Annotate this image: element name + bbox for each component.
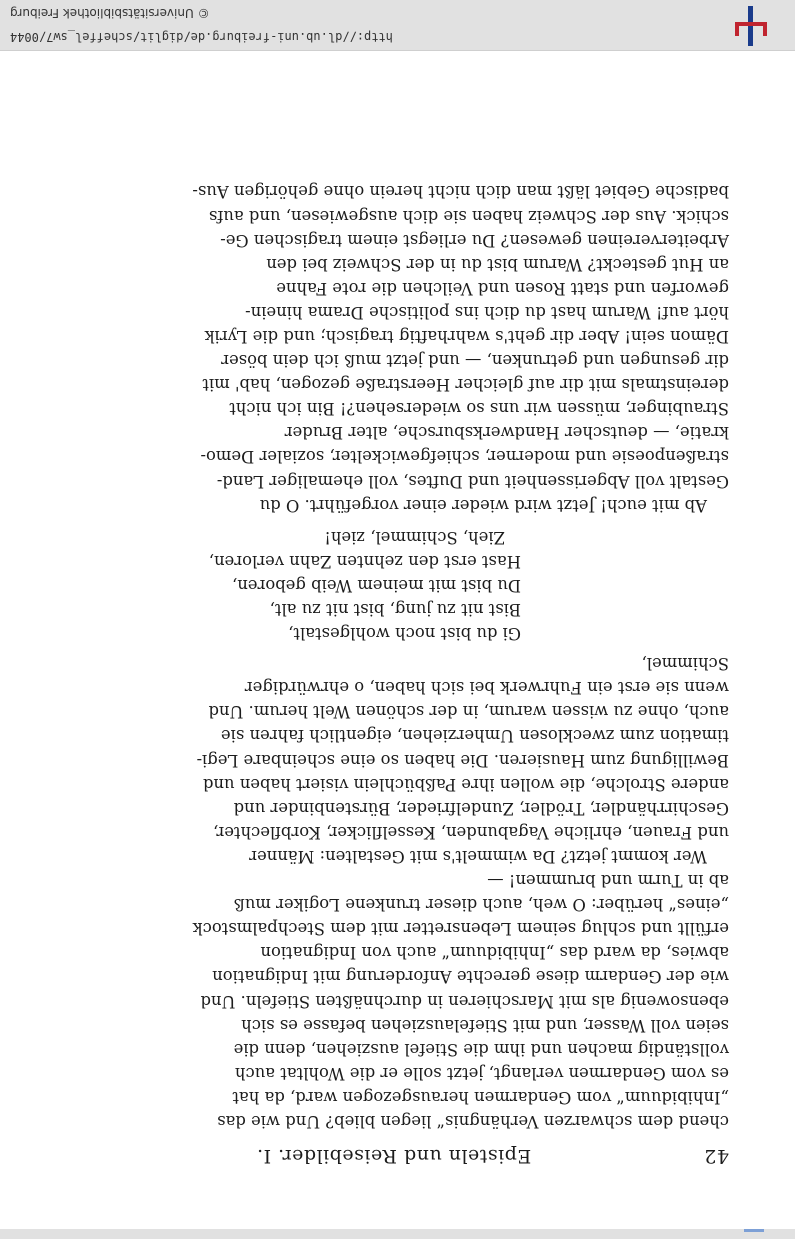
text-line: Wer kommt jetzt? Da wimmelt's mit Gestalten: Männer (249, 846, 707, 866)
text-line: chend dem schwarzen Verhängnis“ liegen blieb? Und wie das (217, 1112, 729, 1131)
text-line: kratie, — deutscher Handwerksbursche, alter Bruder (284, 423, 729, 443)
text-line: ab in Turm und brummen! — (487, 871, 729, 891)
text-line: straßenpoesie und moderner, schiefgewickelter, sozialer Demo- (200, 447, 729, 467)
text-line: geworfen und statt Rosen und Veilchen die rote Fahne (276, 278, 729, 298)
text-line: Arbeitervereinen gewesen? Du erliegst einem tragischen Ge- (220, 230, 729, 250)
paragraph-3 (64, 179, 729, 516)
copyright-notice: © Universitätsbibliothek Freiburg (10, 6, 210, 20)
text-line: timation zum zwecklosen Umherziehen, eigentlich fahren sie (220, 726, 729, 746)
text-line: Dämon sein! Aber dir geht's wahrhaftig tragisch; und die Lyrik (204, 327, 729, 346)
verse-line: Gi du bist noch wohlgestalt, (288, 624, 521, 644)
text-line: seien voll Wasser, und mit Stiefelausziehen befasse es sich (241, 1015, 729, 1035)
text-line: an Hut gesteckt? Warum bist du in der Schweiz bei den (266, 254, 729, 274)
text-line: Bewilligung zum Hausieren. Die haben so eine scheinbare Legi- (196, 750, 729, 770)
paragraph-1 (64, 868, 729, 1133)
verse-line: Hast erst den zehnten Zahn verloren, (208, 551, 521, 571)
text-line: abwies, da ward das „Inhibiduum“ auch von Indignation (260, 943, 729, 963)
text-line: auch, ohne zu wissen warum, in der schönen Welt herum. Und (208, 702, 729, 722)
document-url[interactable]: http://dl.ub.uni-freiburg.de/diglit/scheffel_sw7/0044 (10, 30, 393, 44)
page-number: 42 (703, 1145, 729, 1167)
text-line: andere Strolche, die wollen ihre Paßbüchlein visiert haben und (202, 774, 729, 794)
text-line: badische Gebiet läßt man dich nicht herein ohne gehörigen Aus- (192, 182, 729, 202)
text-line: dir gesungen und getrunken, — und jetzt muß ich dein böser (221, 351, 729, 371)
text-line: und Frauen, ehrliche Vagabunden, Kesselflicker, Korbflechter, (213, 822, 729, 842)
running-title: Episteln und Reisebilder. I. (256, 1145, 532, 1167)
text-line: Schimmel, (641, 654, 729, 674)
verse-block (64, 525, 729, 645)
text-line: „Inhibiduum“ vom Gendarmen herausgezogen ward, da hat (232, 1087, 729, 1107)
verse-line: Zieh, Schimmel, zieh! (324, 527, 505, 547)
text-line: wie der Gendarm diese gerechte Anforderung mit Indignation (212, 967, 729, 987)
paragraph-2 (64, 651, 729, 868)
verse-line: Du bist mit meinem Weib geboren, (232, 575, 521, 595)
text-line: Gestalt voll Abgerissenheit und Duftes, voll ehemaliger Land- (216, 471, 729, 491)
page-content (64, 179, 729, 1167)
verse-line: Bist nit zu jung, bist nit zu alt, (269, 600, 521, 620)
text-line: „eines“ herüber: O weh, auch dieser trunkene Logiker muß (233, 895, 729, 915)
text-line: vollständig machen und ihm die Stiefel ausziehen, denn die (233, 1039, 729, 1059)
text-line: ebensowenig als mit Marschieren in durchnäßten Stiefeln. Und (200, 991, 729, 1011)
text-line: erfüllt und schlug seinem Lebensretter mit dem Stechpalmstock (192, 919, 729, 939)
running-head (64, 1145, 729, 1167)
university-logo-icon (729, 6, 773, 46)
viewer-header (0, 0, 795, 50)
text-line: es vom Gendarmen verlangt, jetzt solle er die Wohltat auch (234, 1063, 729, 1083)
text-line: Ab mit euch! Jetzt wird wieder einer vorgeführt. O du (259, 495, 707, 515)
text-line: schick. Aus der Schweiz haben sie dich ausgewiesen, und aufs (208, 206, 729, 226)
text-line: hört auf! Warum hast du dich ins politische Drama hinein- (245, 302, 729, 322)
text-line: wenn sie erst ein Fuhrwerk bei sich haben, o ehrwürdiger (244, 678, 729, 698)
text-line: Geschirrhändler, Trödler, Zundelfrieder, Bürstenbinder und (233, 798, 729, 818)
text-line: Straubinger, müssen wir uns so wiedersehen?! Bin ich nicht (229, 399, 729, 419)
text-line: dereinstmals mit dir auf gleicher Heerstraße gezogen, hab' mit (202, 375, 729, 395)
